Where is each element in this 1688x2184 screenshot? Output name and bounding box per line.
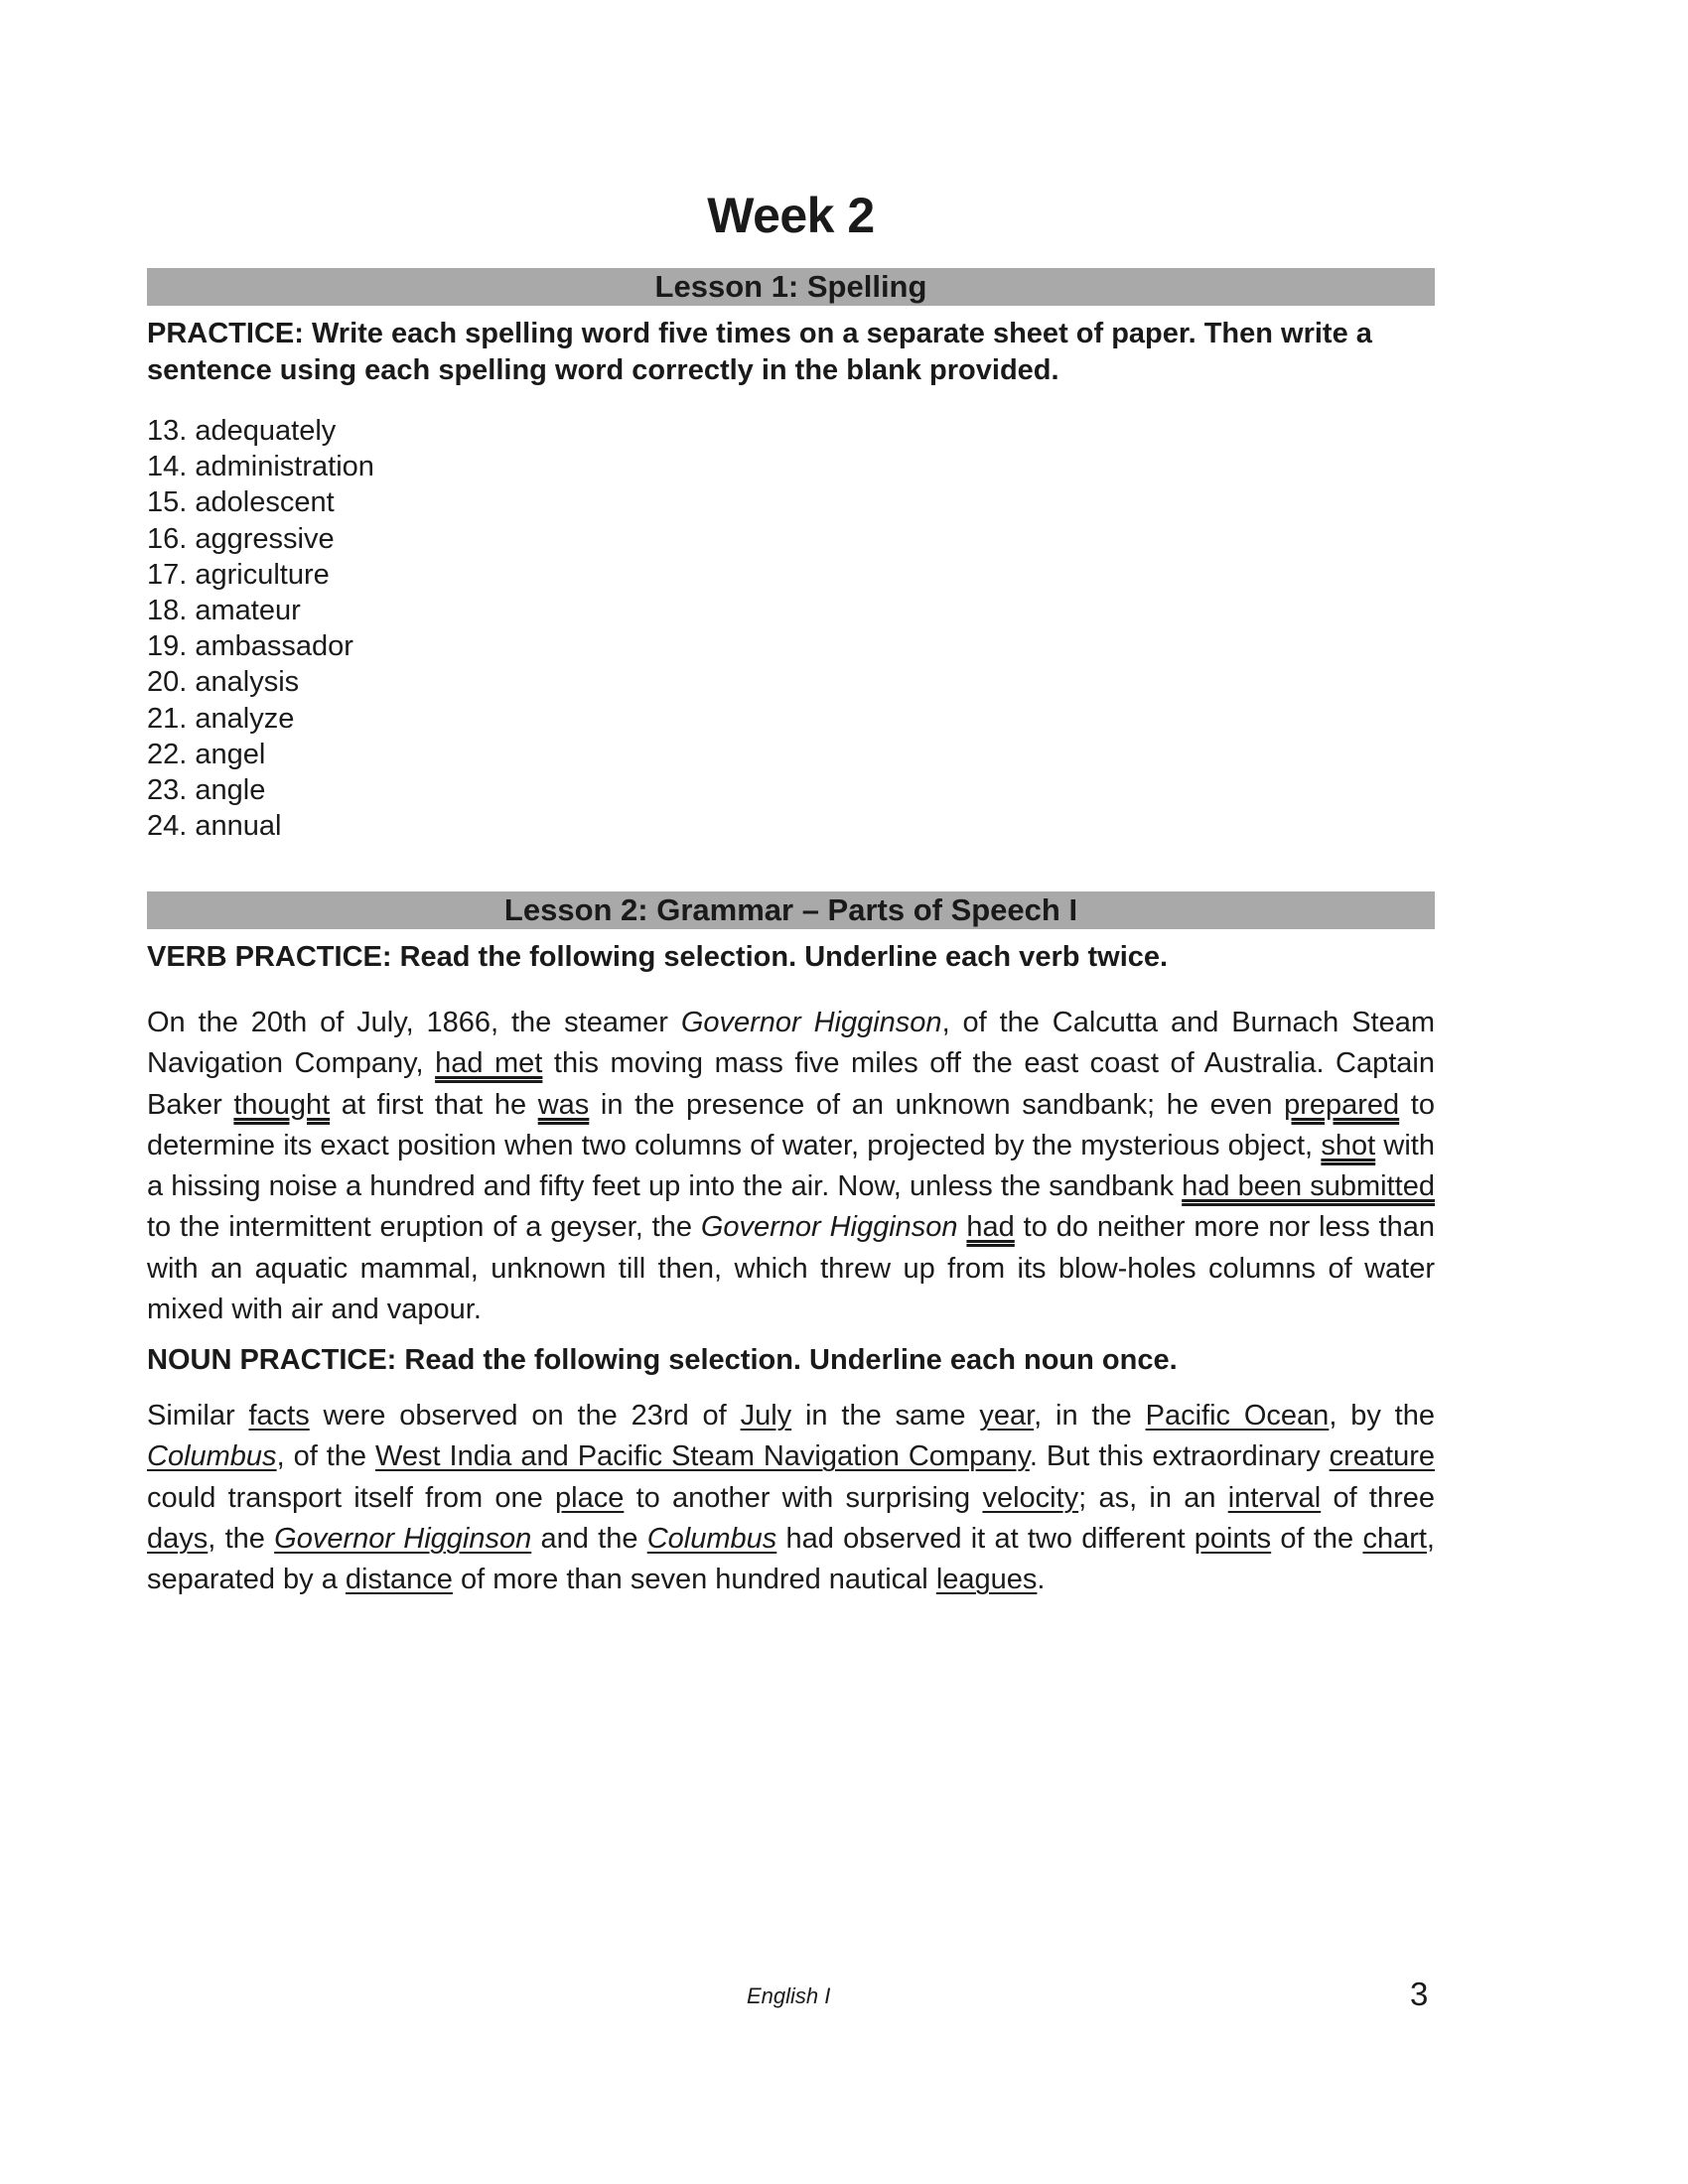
list-item: 21. analyze xyxy=(147,702,295,735)
passage-text: had observed it at two different xyxy=(776,1522,1195,1555)
passage-text: , in the xyxy=(1034,1400,1146,1432)
underlined-word: place xyxy=(555,1481,625,1514)
underlined-word: velocity xyxy=(982,1481,1079,1514)
underlined-word: year xyxy=(979,1400,1035,1432)
passage-text: could transport itself from one xyxy=(147,1481,556,1514)
passage-text: at first that he xyxy=(330,1088,538,1121)
passage-text: . xyxy=(1037,1564,1046,1596)
underlined-word: West India and Pacific Steam Navigation Company xyxy=(375,1440,1030,1473)
underlined-word: had been submitted xyxy=(1182,1170,1435,1203)
italic-title: Governor Higginson xyxy=(680,1007,942,1038)
noun-practice-passage xyxy=(147,1396,1435,1600)
passage-text: this moving mass five miles off the east coast of Australia. Captain Baker xyxy=(147,1047,1435,1121)
underlined-word: had xyxy=(966,1211,1015,1244)
list-item: 23. angle xyxy=(147,774,266,807)
underlined-word: interval xyxy=(1227,1481,1322,1514)
underlined-word: July xyxy=(740,1400,792,1432)
passage-text: of three xyxy=(1321,1481,1435,1514)
passage-text: and the xyxy=(531,1522,647,1555)
italic-title: Governor Higginson xyxy=(700,1211,958,1244)
list-item: 14. administration xyxy=(147,451,374,483)
passage-text: in the same xyxy=(791,1400,980,1432)
underlined-word: shot xyxy=(1321,1129,1376,1161)
lesson2-heading: Lesson 2: Grammar – Parts of Speech I xyxy=(503,892,1078,927)
underlined-word: Governor Higginson xyxy=(274,1522,532,1555)
spelling-word-list xyxy=(147,413,374,844)
passage-text: to do neither more nor less than with an aquatic mammal, unknown till then, which threw up from its blow-holes columns of water mixed with air and vapour. xyxy=(147,1211,1435,1326)
passage-text: with a hissing noise a hundred and fifty feet up into the air. Now, unless the sandbank xyxy=(147,1129,1435,1203)
lesson2-heading-bar xyxy=(147,891,1435,929)
underlined-word: had met xyxy=(435,1047,543,1080)
list-item: 13. adequately xyxy=(147,415,337,447)
list-item: 24. annual xyxy=(147,810,282,843)
underlined-word: Columbus xyxy=(147,1440,277,1473)
page-number: 3 xyxy=(1410,1976,1429,2012)
underlined-word: days xyxy=(147,1522,209,1555)
passage-text: Similar xyxy=(147,1400,249,1432)
underlined-word: Columbus xyxy=(646,1522,777,1555)
passage-text: . But this extraordinary xyxy=(1029,1440,1330,1473)
passage-text: , by the xyxy=(1329,1400,1435,1432)
verb-practice-instruction: VERB PRACTICE: Read the following selection. Underline each verb twice. xyxy=(147,941,1169,973)
passage-text: were observed on the 23rd of xyxy=(309,1400,741,1432)
lesson1-heading: Lesson 1: Spelling xyxy=(654,269,927,304)
list-item: 17. agriculture xyxy=(147,558,330,591)
passage-text: to determine its exact position when two columns of water, projected by the mysterious object, xyxy=(147,1088,1435,1161)
footer-course-title: English I xyxy=(747,1983,831,2008)
passage-text: in the presence of an unknown sandbank; he even xyxy=(589,1088,1285,1121)
passage-text: of the xyxy=(1271,1522,1363,1555)
lesson1-instruction-text: Write each spelling word five times on a separate sheet of paper. Then write a sentence using each spelling word correctly in the blank provided. xyxy=(147,318,1372,386)
underlined-word: was xyxy=(537,1088,590,1121)
lesson1-heading-bar xyxy=(147,268,1435,306)
underlined-word: leagues xyxy=(935,1564,1038,1596)
list-item: 19. ambassador xyxy=(147,630,353,663)
verb-practice-passage xyxy=(147,1003,1435,1330)
passage-text: ; as, in an xyxy=(1078,1481,1228,1514)
list-item: 15. adolescent xyxy=(147,486,335,519)
page-title: Week 2 xyxy=(707,188,875,243)
underlined-word: creature xyxy=(1329,1440,1436,1473)
underlined-word: prepared xyxy=(1284,1088,1400,1121)
underlined-word: thought xyxy=(233,1088,331,1121)
noun-practice-instruction: NOUN PRACTICE: Read the following selection. Underline each noun once. xyxy=(147,1344,1178,1376)
list-item: 20. analysis xyxy=(147,666,300,699)
underlined-word: distance xyxy=(345,1564,453,1596)
underlined-word: points xyxy=(1194,1522,1272,1555)
passage-text: On the 20th of July, 1866, the steamer xyxy=(147,1007,681,1038)
list-item: 18. amateur xyxy=(147,595,301,627)
list-item: 16. aggressive xyxy=(147,522,335,555)
underlined-word: facts xyxy=(248,1400,310,1432)
passage-text: , of the xyxy=(276,1440,376,1473)
passage-text: to another with surprising xyxy=(624,1481,983,1514)
underlined-word: chart xyxy=(1362,1522,1427,1555)
passage-text: of more than seven hundred nautical xyxy=(452,1564,936,1596)
list-item: 22. angel xyxy=(147,738,266,770)
passage-text: to the intermittent eruption of a geyser, the xyxy=(147,1211,701,1244)
lesson1-instruction xyxy=(147,316,1435,389)
lesson1-instruction-label: PRACTICE: xyxy=(147,318,304,349)
underlined-word: Pacific Ocean xyxy=(1145,1400,1330,1432)
passage-text: , separated by a xyxy=(147,1522,1435,1596)
passage-text: , of the Calcutta and Burnach Steam Navigation Company, xyxy=(147,1007,1436,1080)
passage-text: , the xyxy=(208,1522,275,1555)
